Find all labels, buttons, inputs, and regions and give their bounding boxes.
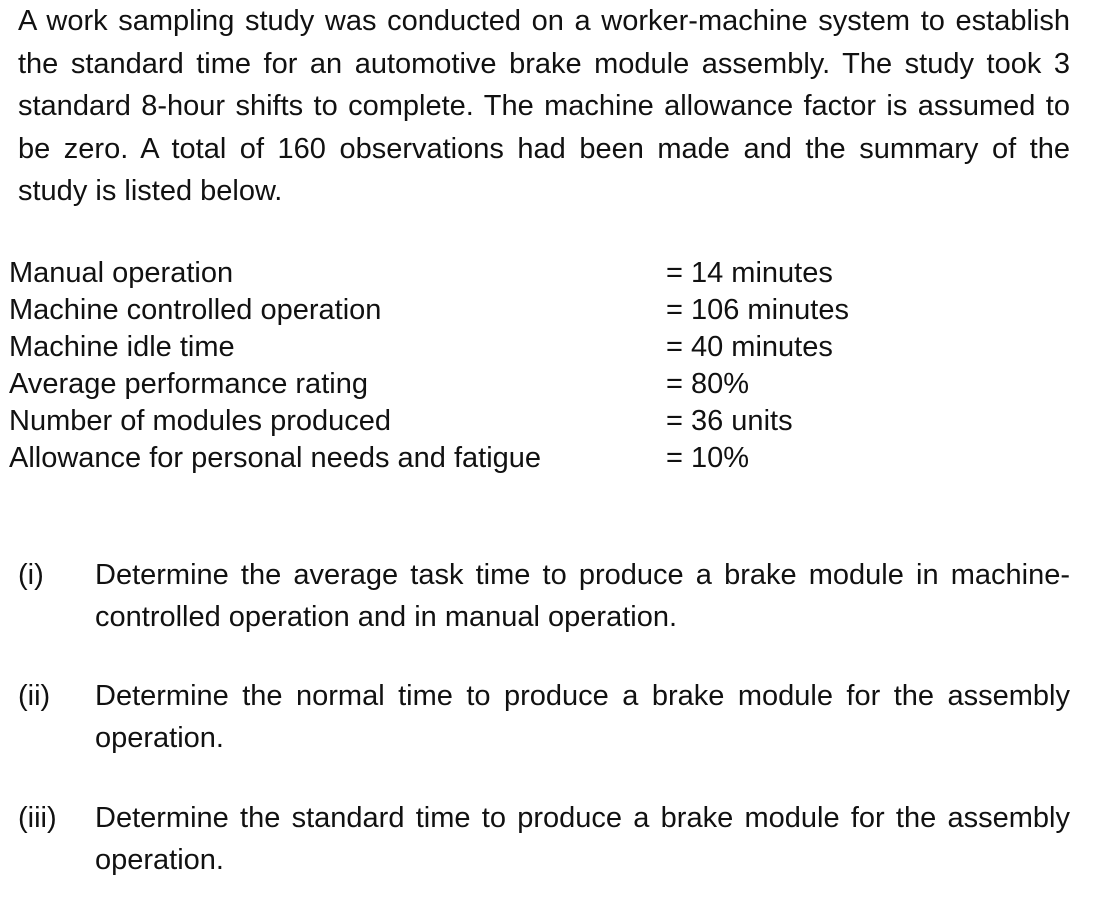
summary-label: Average performance rating [9, 368, 368, 400]
summary-value: = 10% [666, 442, 750, 474]
summary-row-modules-produced [9, 403, 909, 440]
summary-table [9, 255, 909, 477]
intro-paragraph: A work sampling study was conducted on a worker-machine system to establish the standard time for an automotive brake module assembly. The study took 3 standard 8-hour shifts to complete. The machine allowance factor is assumed to be zero. A total of 160 observations had been made and the summary of the study is listed below. [18, 5, 1070, 207]
summary-value: = 36 units [666, 405, 793, 437]
question-number: (i) [18, 559, 44, 591]
question-ii [18, 675, 1070, 759]
summary-label: Number of modules produced [9, 405, 392, 437]
summary-value: = 106 minutes [666, 294, 849, 326]
summary-label: Allowance for personal needs and fatigue [9, 442, 542, 474]
question-text: Determine the normal time to produce a brake module for the assembly operation. [95, 680, 1070, 754]
summary-value: = 80% [666, 368, 750, 400]
question-text: Determine the standard time to produce a brake module for the assembly operation. [95, 802, 1070, 876]
summary-value: = 14 minutes [666, 257, 833, 289]
summary-value: = 40 minutes [666, 331, 833, 363]
question-number: (iii) [18, 802, 57, 834]
summary-label: Machine controlled operation [9, 294, 382, 326]
summary-row-performance-rating [9, 366, 909, 403]
summary-row-machine-controlled-operation [9, 292, 909, 329]
question-number: (ii) [18, 680, 51, 712]
question-i [18, 554, 1070, 638]
question-text: Determine the average task time to produce a brake module in machine-controlled operation and in manual operation. [95, 559, 1070, 633]
question-iii [18, 797, 1070, 881]
summary-row-machine-idle-time [9, 329, 909, 366]
summary-row-allowance [9, 440, 909, 477]
summary-label: Machine idle time [9, 331, 235, 363]
summary-row-manual-operation [9, 255, 909, 292]
summary-label: Manual operation [9, 257, 234, 289]
